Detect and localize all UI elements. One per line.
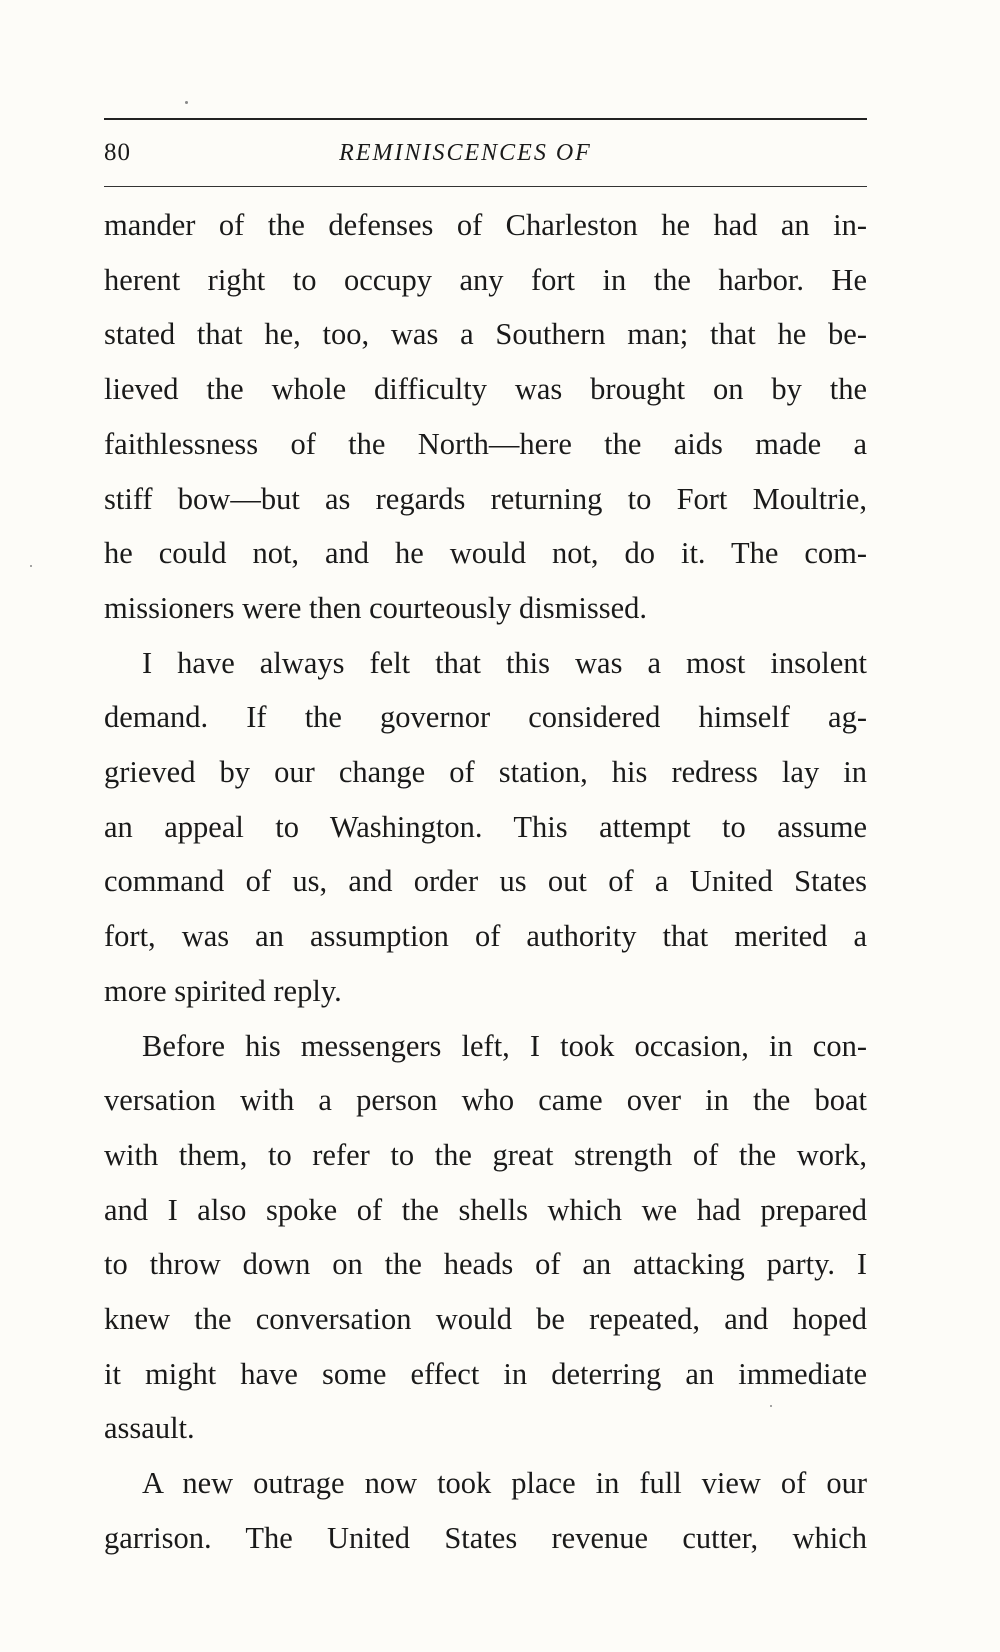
text-line: assault. [104, 1411, 195, 1446]
text-line: to throw down on the heads of an attacking party. I [104, 1247, 867, 1282]
text-line: faithlessness of the North—here the aids made a [104, 426, 867, 461]
text-line: command of us, and order us out of a United States [104, 864, 867, 899]
text-line: garrison. The United States revenue cutter, which [104, 1520, 867, 1555]
paper-speck [185, 101, 188, 104]
text-line: herent right to occupy any fort in the harbor. He [104, 262, 867, 297]
text-line: lieved the whole difficulty was brought on by the [104, 372, 867, 407]
text-line: A new outrage now took place in full view of our [142, 1466, 867, 1501]
text-line: missioners were then courteously dismissed. [104, 590, 647, 625]
text-line: I have always felt that this was a most insolent [142, 645, 867, 680]
text-line: stated that he, too, was a Southern man; that he be- [104, 317, 867, 352]
text-line: he could not, and he would not, do it. The com- [104, 536, 867, 571]
header-rule-top [104, 118, 867, 120]
paragraph [104, 201, 867, 633]
text-line: an appeal to Washington. This attempt to assume [104, 809, 867, 844]
text-line: stiff bow—but as regards returning to Fort Moultrie, [104, 481, 867, 516]
text-line: mander of the defenses of Charleston he had an in- [104, 208, 867, 242]
text-line: demand. If the governor considered himself ag- [104, 700, 867, 735]
text-line: knew the conversation would be repeated, and hoped [104, 1302, 867, 1337]
text-line: and I also spoke of the shells which we had prepared [104, 1192, 867, 1227]
text-line: it might have some effect in deterring an immediate [104, 1356, 867, 1391]
paper-speck [770, 1405, 772, 1407]
paragraph [104, 1459, 867, 1562]
text-line: fort, was an assumption of authority that merited a [104, 919, 867, 954]
text-line: with them, to refer to the great strength of the work, [104, 1137, 867, 1172]
running-title: REMINISCENCES OF [339, 140, 592, 166]
paragraph [104, 639, 867, 1016]
text-line: more spirited reply. [104, 973, 342, 1008]
text-line: grieved by our change of station, his redress lay in [104, 755, 867, 790]
page-number: 80 [104, 139, 131, 166]
paper-speck [30, 565, 32, 567]
text-line: Before his messengers left, I took occasion, in con- [142, 1028, 867, 1063]
running-head [104, 136, 867, 176]
body-text [104, 201, 867, 1569]
header-rule-bottom [104, 186, 867, 187]
paragraph [104, 1022, 867, 1454]
text-line: versation with a person who came over in the boat [104, 1083, 867, 1118]
